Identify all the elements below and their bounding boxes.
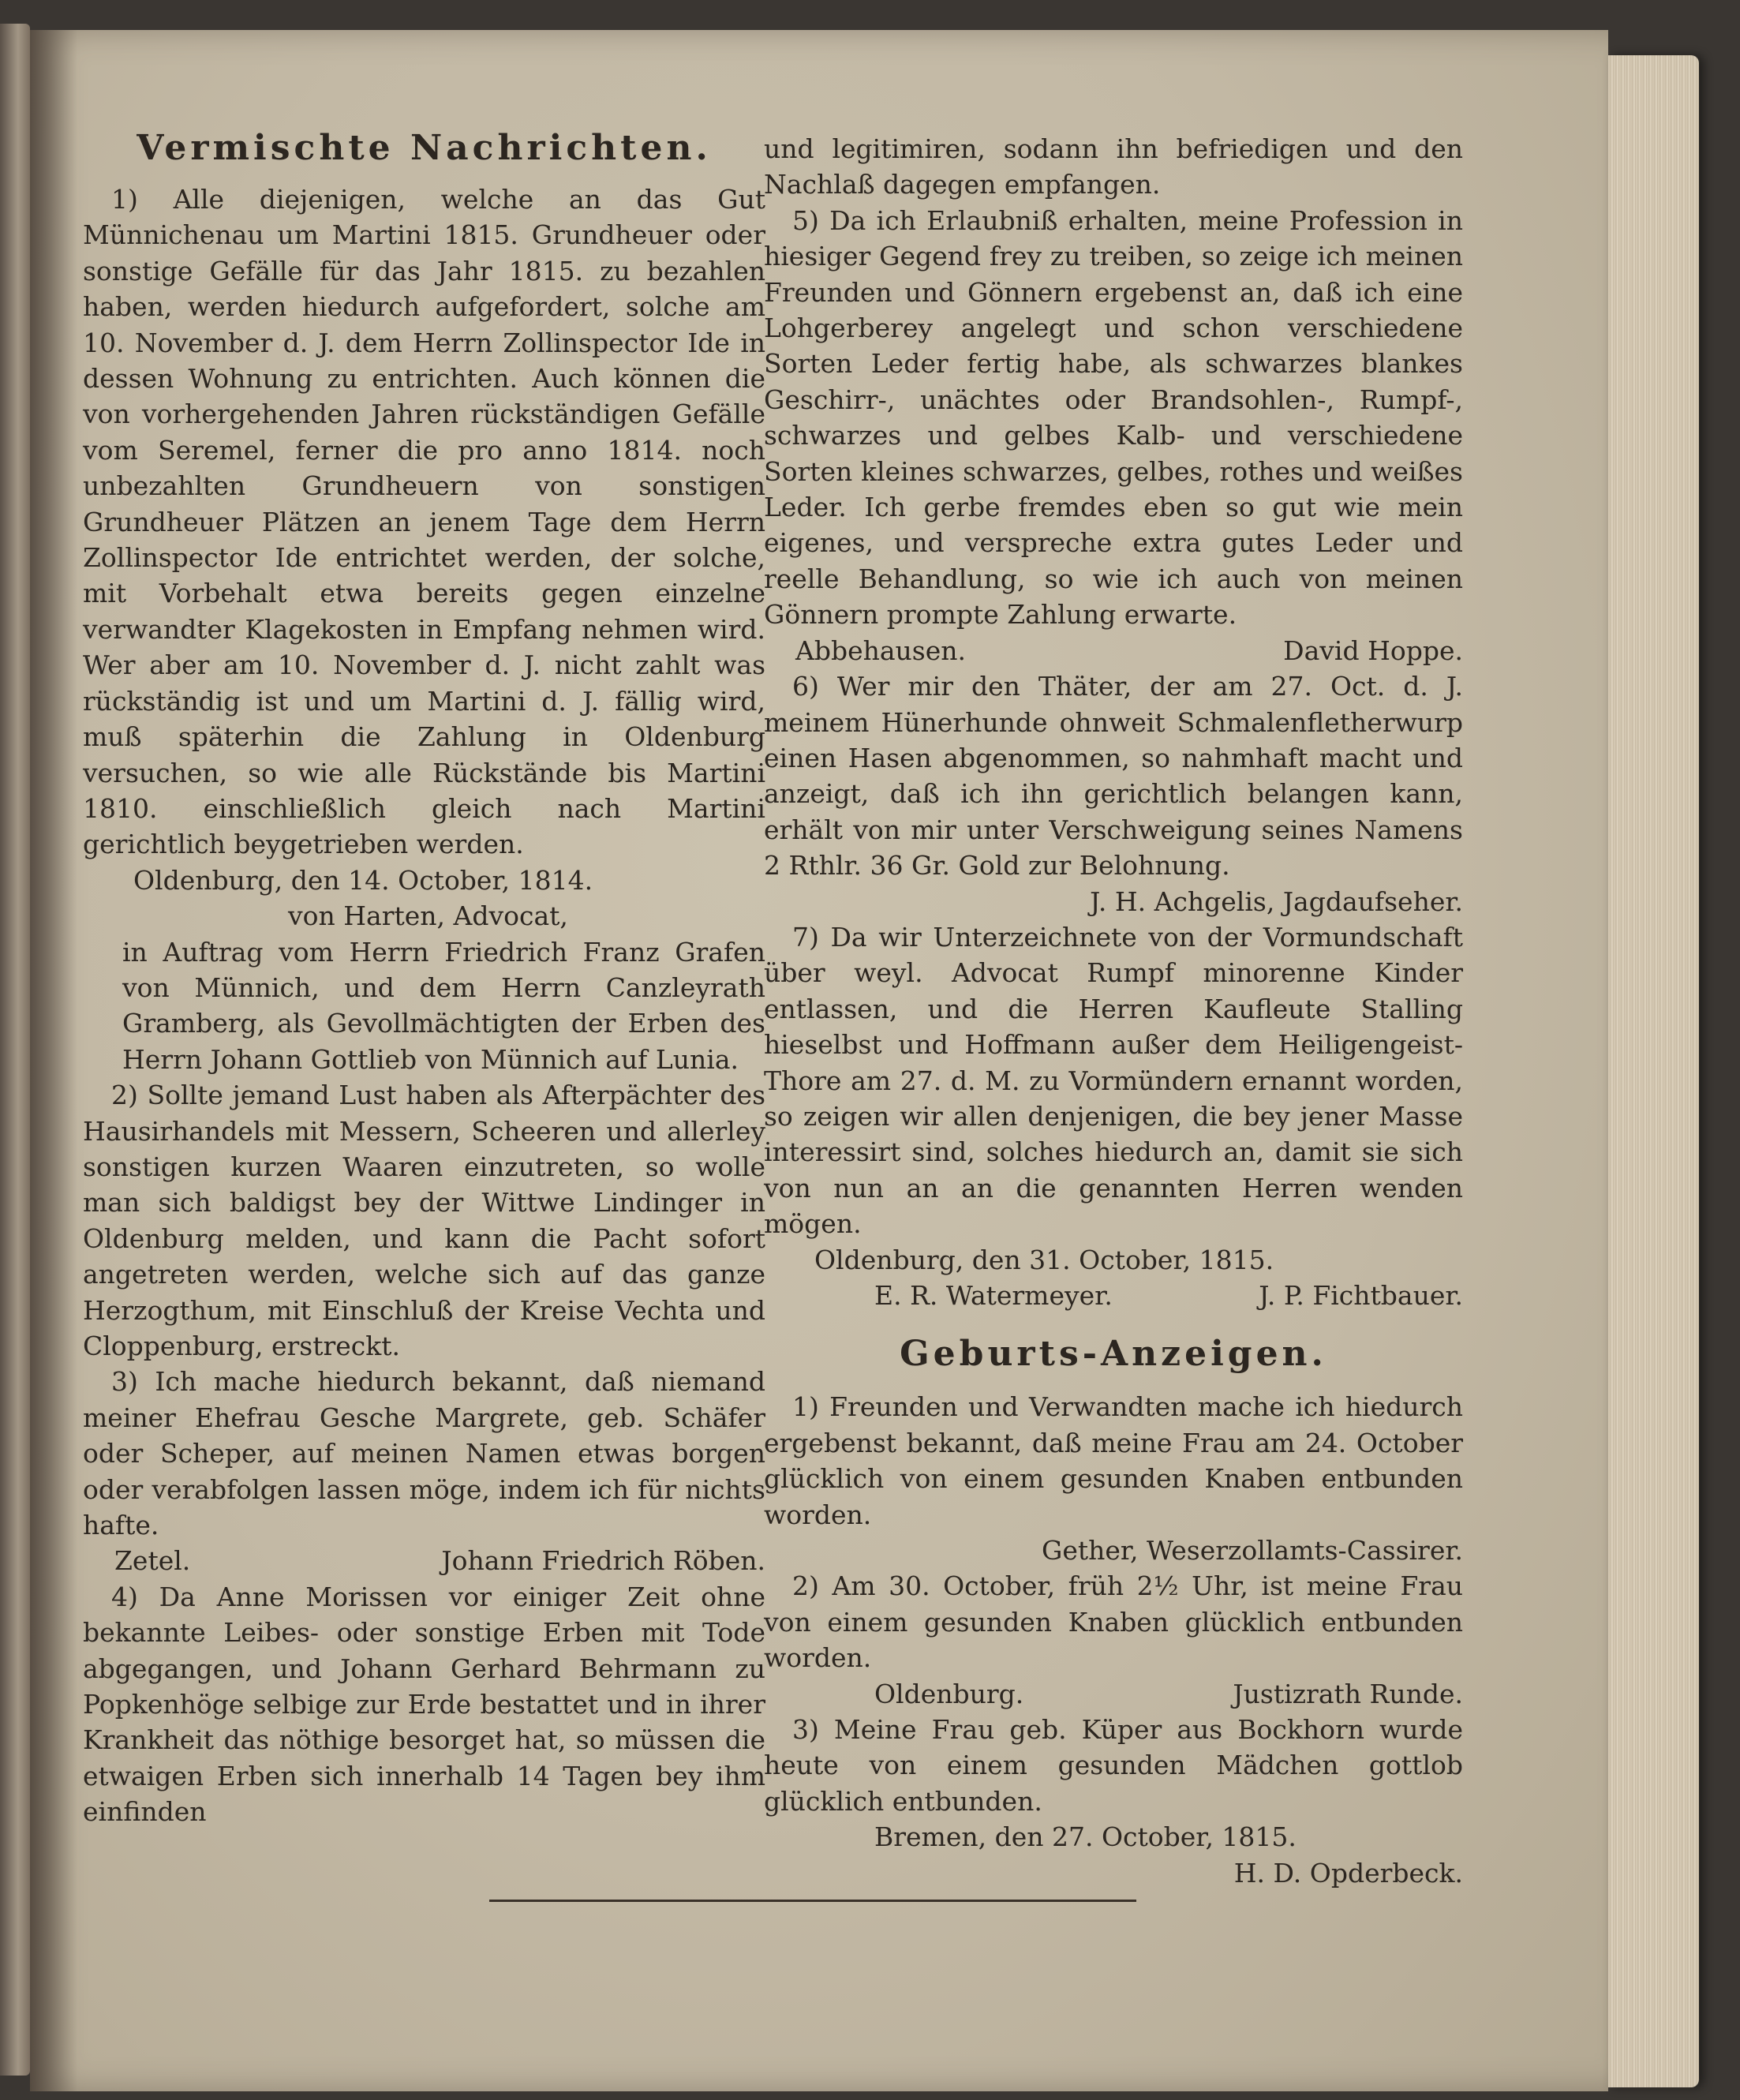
notice-1-signature: von Harten, Advocat, [288,900,568,932]
birth-notice-3: 3) Meine Frau geb. Küper aus Bockhorn wurde heute von einem gesunden Mädchen gottlob glücklich entbunden. [764,1714,1463,1817]
notice-4-continued: und legitimiren, sodann ihn befriedigen und den Nachlaß dagegen empfangen. [764,133,1463,200]
end-of-section-rule [489,1900,1136,1902]
notice-7-dateline: Oldenburg, den 31. October, 1815. [814,1244,1274,1275]
notice-3: 3) Ich mache hiedurch bekannt, daß niemand meiner Ehefrau Gesche Margrete, geb. Schäfer oder Scheper, auf meinen Namen etwas borgen oder verabfolgen lassen möge, indem ich für nichts hafte. [83,1366,765,1541]
notice-5: 5) Da ich Erlaubniß erhalten, meine Profession in hiesiger Gegend frey zu treiben, so zeige ich meinen Freunden und Gönnern ergebenst an, daß ich eine Lohgerberey angelegt und schon verschiedene Sorten Leder fertig habe, als schwarzes blankes Geschirr-, unächtes oder Brandsohlen-, Rumpf-, schwarzes und gelbes Kalb- und verschiedene Sorten kleines schwarzes, gelbes, rothes und weißes Leder. Ich gerbe fremdes eben so gut wie mein eigenes, und verspreche extra gutes Leder und reelle Behandlung, so wie ich auch von meinen Gönnern prompte Zahlung erwarte. [764,204,1463,631]
notice-4: 4) Da Anne Morissen vor einiger Zeit ohne bekannte Leibes- oder sonstige Erben mit Tode abgegangen, und Johann Gerhard Behrmann zu Popkenhöge selbige zur Erde bestattet und in ihrer Krankheit das nöthige besorget hat, so müssen die etwaigen Erben sich innerhalb 14 Tagen bey ihm einfinden [83,1581,765,1828]
section-heading-birth-notices: Geburts-Anzeigen. [900,1334,1327,1375]
notice-1-signature-detail: in Auftrag vom Herrn Friedrich Franz Grafen von Münnich, und dem Herrn Canzleyrath Gramberg, als Gevollmächtigten der Erben des Herrn Johann Gottlieb von Münnich auf Lunia. [122,936,765,1075]
notice-7-signature-2: J. P. Fichtbauer. [1259,1280,1463,1311]
notice-6-signature: J. H. Achgelis, Jagdaufseher. [1090,885,1463,917]
notice-7: 7) Da wir Unterzeichnete von der Vormundschaft über weyl. Advocat Rumpf minorenne Kinder entlassen, und die Herren Kaufleute Stalling hieselbst und Hoffmann außer dem Heiligengeist-Thore am 27. d. M. zu Vormündern ernannt worden, so zeigen wir allen denjenigen, die bey jener Masse interessirt sind, solches hiedurch an, damit sie sich von nun an an die genannten Herren wenden mögen. [764,921,1463,1240]
notice-5-signature: David Hoppe. [1283,634,1463,666]
birth-notice-2-signoff [764,1676,1463,1712]
notice-2: 2) Sollte jemand Lust haben als Afterpächter des Hausirhandels mit Messern, Scheeren und allerley sonstigen kurzen Waaren einzutreten, so wolle man sich baldigst bey der Wittwe Lindinger in Oldenburg melden, und kann die Pacht sofort angetreten werden, welche sich auf das ganze Herzogthum, mit Einschluß der Kreise Vechta und Cloppenburg, erstreckt. [83,1080,765,1361]
page-stack-edges [1608,55,1699,2087]
birth-notice-3-dateline: Bremen, den 27. October, 1815. [874,1821,1297,1853]
notice-5-place: Abbehausen. [795,634,966,666]
previous-page-edge [0,24,30,2076]
notice-5-signoff [764,633,1463,668]
page-gutter-shadow [30,30,77,2091]
birth-notice-1-signature: Gether, Weserzollamts-Cassirer. [1041,1535,1463,1567]
birth-notice-2: 2) Am 30. October, früh 2½ Uhr, ist meine Frau von einem gesunden Knaben glücklich entbunden worden. [764,1570,1463,1674]
birth-notice-1: 1) Freunden und Verwandten mache ich hiedurch ergebenst bekannt, daß meine Frau am 24. October glücklich von einem gesunden Knaben entbunden worden. [764,1391,1463,1530]
notice-6: 6) Wer mir den Thäter, der am 27. Oct. d. J. meinem Hünerhunde ohnweit Schmalenfletherwurp einen Hasen abgenommen, so nahmhaft macht und anzeigt, daß ich ihn gerichtlich belangen kann, erhält von mir unter Verschweigung seines Namens 2 Rthlr. 36 Gr. Gold zur Belohnung. [764,671,1463,882]
notice-7-signoff [764,1278,1463,1313]
birth-notice-3-signature: H. D. Opderbeck. [1233,1857,1463,1889]
notice-3-signoff [83,1543,765,1578]
notice-1: 1) Alle diejenigen, welche an das Gut Münnichenau um Martini 1815. Grundheuer oder sonstige Gefälle für das Jahr 1815. zu bezahlen haben, werden hiedurch aufgefordert, solche am 10. November d. J. dem Herrn Zollinspector Ide in dessen Wohnung zu entrichten. Auch können die von vorhergehenden Jahren rückständigen Gefälle vom Seremel, ferner die pro anno 1814. noch unbezahlten Grundheuern von sonstigen Grundheuer Plätzen an jenem Tage dem Herrn Zollinspector Ide entrichtet werden, der solche, mit Vorbehalt etwa bereits gegen einzelne verwandter Klagekosten in Empfang nehmen wird. Wer aber am 10. November d. J. nicht zahlt was rückständig ist und um Martini d. J. fällig wird, muß späterhin die Zahlung in Oldenburg versuchen, so wie alle Rückstände bis Martini 1810. einschließlich gleich nach Martini gerichtlich beygetrieben werden. [83,184,765,860]
notice-7-signature-1: E. R. Watermeyer. [874,1280,1113,1311]
birth-notice-2-place: Oldenburg. [874,1678,1024,1709]
notice-3-place: Zetel. [114,1545,191,1577]
left-column [83,126,765,1830]
notice-1-dateline: Oldenburg, den 14. October, 1814. [133,864,593,896]
section-heading-misc-news: Vermischte Nachrichten. [137,128,712,168]
right-column [764,131,1463,1891]
notice-3-signature: Johann Friedrich Röben. [441,1545,765,1577]
birth-notice-2-signature: Justizrath Runde. [1233,1678,1463,1709]
